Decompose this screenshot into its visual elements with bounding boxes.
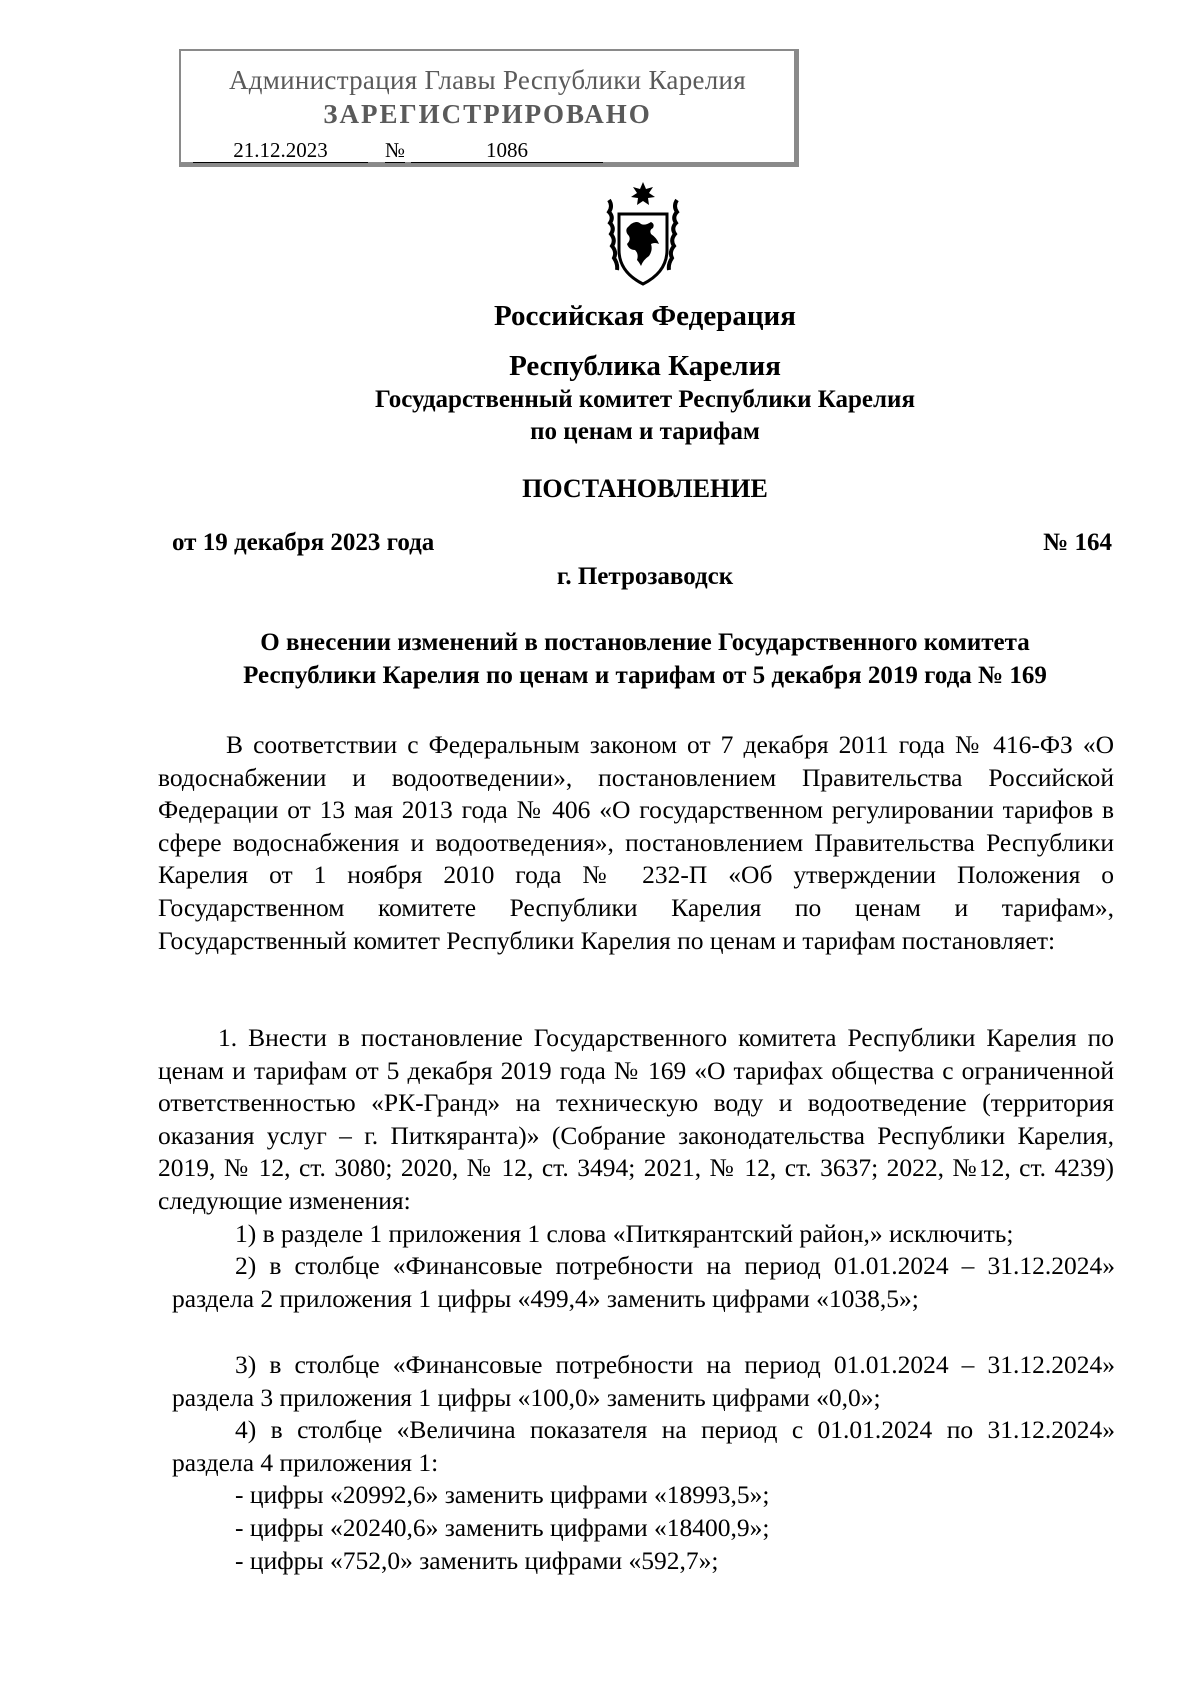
- committee-heading-line1: Государственный комитет Республики Карелия: [375, 386, 915, 413]
- stamp-status: ЗАРЕГИСТРИРОВАНО: [323, 99, 652, 129]
- subitem-3: 3) в столбце «Финансовые потребности на период 01.01.2024 – 31.12.2024» раздела 3 приложения 1 цифры «100,0» заменить цифрами «0,0»;: [172, 1350, 1115, 1412]
- item-1-paragraph: 1. Внести в постановление Государственного комитета Республики Карелия по ценам и тарифам от 5 декабря 2019 года № 169 «О тарифах общества с ограниченной ответственностью «РК-Гранд» на техническую воду и водоотведение (территория оказания услуг – г. Питкяранта)» (Собрание законодательства Республики Карелия, 2019, № 12, ст. 3080; 2020, № 12, ст. 3494; 2021, № 12, ст. 3637; 2022, №12, ст. 4239) следующие изменения:: [158, 1023, 1114, 1215]
- stamp-number: 1086: [411, 138, 603, 163]
- dash-item-2: - цифры «20240,6» заменить цифрами «18400,9»;: [235, 1513, 770, 1542]
- committee-heading-line2: по ценам и тарифам: [530, 418, 760, 445]
- republic-heading: Республика Карелия: [509, 350, 781, 382]
- document-title-line1: О внесении изменений в постановление Государственного комитета: [260, 629, 1030, 656]
- document-city: г. Петрозаводск: [556, 563, 734, 590]
- document-type: ПОСТАНОВЛЕНИЕ: [522, 474, 768, 503]
- karelia-coat-of-arms-icon: [597, 180, 689, 292]
- registration-stamp: [179, 49, 799, 167]
- subitem-1: 1) в разделе 1 приложения 1 слова «Питкярантский район,» исключить;: [235, 1219, 1014, 1248]
- country-heading: Российская Федерация: [494, 300, 796, 332]
- dash-item-3: - цифры «752,0» заменить цифрами «592,7»;: [235, 1546, 719, 1575]
- dash-item-1: - цифры «20992,6» заменить цифрами «18993,5»;: [235, 1480, 770, 1509]
- document-date: от 19 декабря 2023 года: [172, 529, 435, 556]
- document-title-line2: Республики Карелия по ценам и тарифам от 5 декабря 2019 года № 169: [243, 662, 1047, 689]
- subitem-4: 4) в столбце «Величина показателя на период с 01.01.2024 по 31.12.2024» раздела 4 приложения 1:: [172, 1415, 1115, 1477]
- subitem-2: 2) в столбце «Финансовые потребности на период 01.01.2024 – 31.12.2024» раздела 2 приложения 1 цифры «499,4» заменить цифрами «1038,5»;: [172, 1251, 1115, 1313]
- intro-paragraph: В соответствии с Федеральным законом от 7 декабря 2011 года № 416-ФЗ «О водоснабжении и водоотведении», постановлением Правительства Российской Федерации от 13 мая 2013 года № 406 «О государственном регулировании тарифов в сфере водоснабжения и водоотведения», постановлением Правительства Республики Карелия от 1 ноября 2010 года № 232-П «Об утверждении Положения о Государственном комитете Республики Карелия по ценам и тарифам», Государственный комитет Республики Карелия по ценам и тарифам постановляет:: [158, 730, 1114, 955]
- stamp-organization: Администрация Главы Республики Карелия: [228, 65, 747, 95]
- document-number: № 164: [1043, 529, 1112, 556]
- stamp-registration-line: [193, 139, 603, 163]
- stamp-number-sign: №: [385, 138, 406, 162]
- stamp-date: 21.12.2023: [193, 138, 368, 163]
